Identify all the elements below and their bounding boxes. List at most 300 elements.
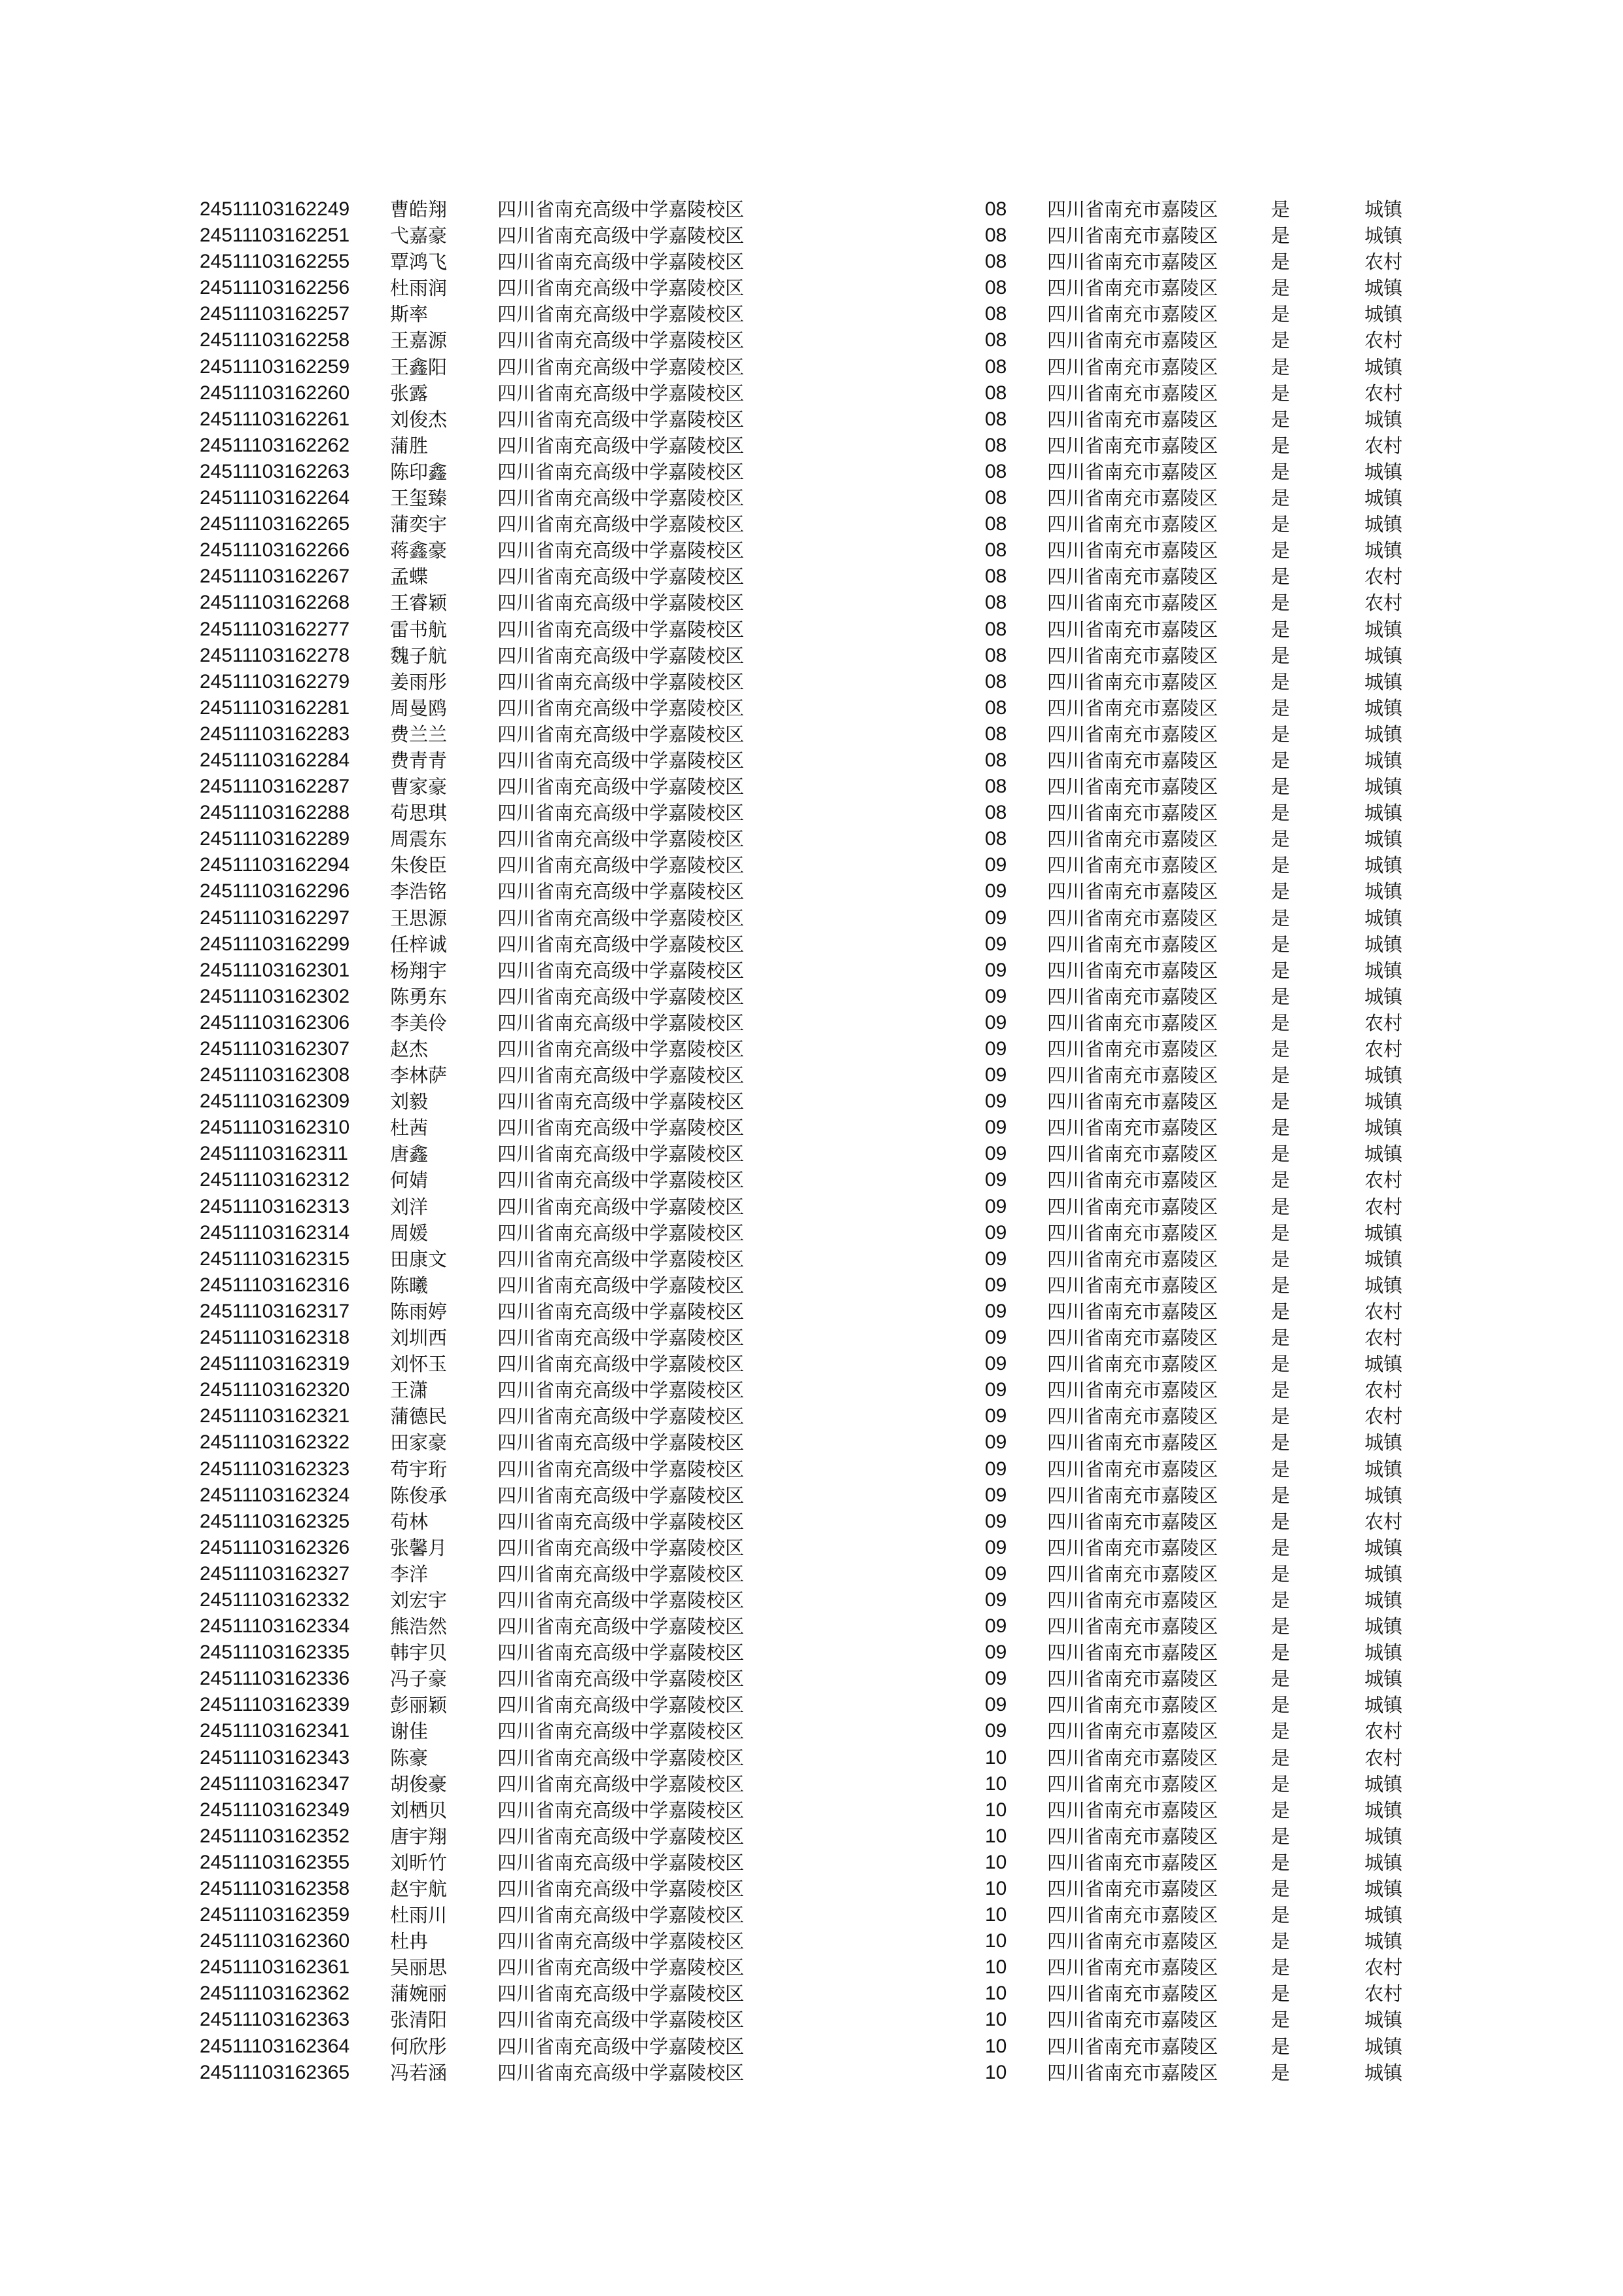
student-name: 苟思琪 [390,802,448,825]
student-id: 24511103162262 [200,434,350,456]
student-name: 杜雨润 [390,277,448,300]
student-id: 24511103162310 [200,1117,350,1139]
class-number: 09 [985,985,1007,1007]
household-address: 四川省南充市嘉陵区 [1047,434,1219,457]
student-name: 赵杰 [390,1038,429,1060]
table-row [0,721,1623,747]
school-name: 四川省南充高级中学嘉陵校区 [497,303,745,326]
household-address: 四川省南充市嘉陵区 [1047,1117,1219,1139]
student-id: 24511103162297 [200,906,350,929]
table-row [0,2034,1623,2060]
household-type: 农村 [1364,1746,1403,1769]
table-row [0,590,1623,616]
student-table [0,196,1623,2086]
eligibility-flag: 是 [1271,1825,1291,1848]
class-number: 09 [985,1195,1007,1217]
table-row [0,1797,1623,1823]
household-type: 城镇 [1364,487,1403,510]
eligibility-flag: 是 [1271,1327,1291,1350]
household-address: 四川省南充市嘉陵区 [1047,1746,1219,1769]
household-type: 城镇 [1364,2009,1403,2032]
school-name: 四川省南充高级中学嘉陵校区 [497,2009,745,2032]
student-name: 谢佳 [390,1720,429,1743]
household-address: 四川省南充市嘉陵区 [1047,1169,1219,1192]
student-id: 24511103162314 [200,1221,350,1244]
table-row [0,485,1623,511]
household-type: 农村 [1364,1956,1403,1979]
household-type: 城镇 [1364,828,1403,851]
school-name: 四川省南充高级中学嘉陵校区 [497,1825,745,1848]
household-type: 城镇 [1364,460,1403,483]
student-id: 24511103162318 [200,1327,350,1349]
class-number: 10 [985,1746,1007,1768]
school-name: 四川省南充高级中学嘉陵校区 [497,198,745,221]
table-row [0,1981,1623,2007]
student-id: 24511103162302 [200,985,350,1007]
school-name: 四川省南充高级中学嘉陵校区 [497,355,745,378]
school-name: 四川省南充高级中学嘉陵校区 [497,1851,745,1874]
eligibility-flag: 是 [1271,2009,1291,2032]
household-address: 四川省南充市嘉陵区 [1047,1536,1219,1559]
household-type: 城镇 [1364,1641,1403,1664]
household-type: 城镇 [1364,1143,1403,1166]
household-type: 农村 [1364,1379,1403,1402]
table-row [0,1403,1623,1429]
student-id: 24511103162336 [200,1668,350,1690]
student-id: 24511103162267 [200,565,350,588]
student-name: 彭丽颖 [390,1694,448,1717]
class-number: 10 [985,1851,1007,1873]
table-row [0,1377,1623,1403]
household-address: 四川省南充市嘉陵区 [1047,382,1219,404]
household-type: 农村 [1364,1327,1403,1350]
household-address: 四川省南充市嘉陵区 [1047,224,1219,247]
household-address: 四川省南充市嘉陵区 [1047,933,1219,956]
eligibility-flag: 是 [1271,618,1291,641]
school-name: 四川省南充高级中学嘉陵校区 [497,487,745,510]
class-number: 10 [985,2061,1007,2083]
household-address: 四川省南充市嘉陵区 [1047,1982,1219,2005]
household-address: 四川省南充市嘉陵区 [1047,198,1219,221]
student-name: 熊浩然 [390,1615,448,1638]
eligibility-flag: 是 [1271,1536,1291,1559]
household-address: 四川省南充市嘉陵区 [1047,1668,1219,1691]
class-number: 10 [985,2009,1007,2031]
class-number: 08 [985,329,1007,351]
household-address: 四川省南充市嘉陵区 [1047,1510,1219,1533]
table-row [0,564,1623,590]
table-row [0,327,1623,353]
eligibility-flag: 是 [1271,1562,1291,1585]
student-id: 24511103162343 [200,1746,350,1768]
table-row [0,643,1623,669]
school-name: 四川省南充高级中学嘉陵校区 [497,1379,745,1402]
household-type: 城镇 [1364,224,1403,247]
household-type: 城镇 [1364,933,1403,956]
student-id: 24511103162296 [200,880,350,903]
table-row [0,1823,1623,1850]
student-id: 24511103162299 [200,933,350,955]
student-name: 王鑫阳 [390,355,448,378]
student-name: 周曼鸥 [390,696,448,719]
student-name: 唐鑫 [390,1143,429,1166]
class-number: 08 [985,644,1007,666]
household-address: 四川省南充市嘉陵区 [1047,1694,1219,1717]
table-row [0,1141,1623,1167]
eligibility-flag: 是 [1271,854,1291,877]
student-id: 24511103162261 [200,408,350,430]
student-name: 王嘉源 [390,329,448,352]
household-type: 城镇 [1364,408,1403,431]
household-type: 城镇 [1364,1221,1403,1244]
student-id: 24511103162266 [200,539,350,562]
class-number: 08 [985,460,1007,482]
eligibility-flag: 是 [1271,1694,1291,1717]
class-number: 09 [985,1064,1007,1086]
table-row [0,1902,1623,1928]
household-address: 四川省南充市嘉陵区 [1047,1143,1219,1166]
eligibility-flag: 是 [1271,460,1291,483]
eligibility-flag: 是 [1271,1247,1291,1270]
household-type: 农村 [1364,329,1403,352]
school-name: 四川省南充高级中学嘉陵校区 [497,1982,745,2005]
household-address: 四川省南充市嘉陵区 [1047,1090,1219,1113]
school-name: 四川省南充高级中学嘉陵校区 [497,1878,745,1900]
class-number: 08 [985,303,1007,325]
household-address: 四川省南充市嘉陵区 [1047,1458,1219,1480]
table-row [0,1088,1623,1115]
table-row [0,1745,1623,1771]
class-number: 08 [985,408,1007,430]
student-id: 24511103162287 [200,776,350,798]
household-type: 城镇 [1364,2061,1403,2084]
school-name: 四川省南充高级中学嘉陵校区 [497,1038,745,1060]
eligibility-flag: 是 [1271,224,1291,247]
student-name: 陈印鑫 [390,460,448,483]
household-address: 四川省南充市嘉陵区 [1047,1274,1219,1297]
household-address: 四川省南充市嘉陵区 [1047,1353,1219,1376]
household-type: 城镇 [1364,539,1403,562]
table-row [0,1928,1623,1954]
table-row [0,617,1623,643]
household-address: 四川省南充市嘉陵区 [1047,1221,1219,1244]
school-name: 四川省南充高级中学嘉陵校区 [497,1641,745,1664]
class-number: 08 [985,382,1007,404]
household-type: 城镇 [1364,513,1403,536]
eligibility-flag: 是 [1271,1982,1291,2005]
student-name: 费兰兰 [390,723,448,745]
eligibility-flag: 是 [1271,1878,1291,1900]
eligibility-flag: 是 [1271,906,1291,929]
class-number: 08 [985,513,1007,535]
table-row [0,537,1623,564]
student-id: 24511103162341 [200,1720,350,1742]
eligibility-flag: 是 [1271,408,1291,431]
household-address: 四川省南充市嘉陵区 [1047,670,1219,693]
student-name: 刘圳西 [390,1327,448,1350]
student-name: 杜茜 [390,1117,429,1139]
household-type: 农村 [1364,251,1403,274]
class-number: 09 [985,1668,1007,1690]
school-name: 四川省南充高级中学嘉陵校区 [497,1327,745,1350]
school-name: 四川省南充高级中学嘉陵校区 [497,592,745,615]
table-row [0,459,1623,485]
school-name: 四川省南充高级中学嘉陵校区 [497,749,745,772]
eligibility-flag: 是 [1271,513,1291,536]
school-name: 四川省南充高级中学嘉陵校区 [497,277,745,300]
eligibility-flag: 是 [1271,1274,1291,1297]
household-address: 四川省南充市嘉陵区 [1047,1641,1219,1664]
class-number: 09 [985,1379,1007,1401]
student-id: 24511103162313 [200,1195,350,1217]
student-name: 李美伶 [390,1011,448,1034]
household-address: 四川省南充市嘉陵区 [1047,1195,1219,1218]
student-name: 刘洋 [390,1195,429,1218]
table-row [0,800,1623,826]
household-address: 四川省南充市嘉陵区 [1047,513,1219,536]
eligibility-flag: 是 [1271,933,1291,956]
class-number: 10 [985,1982,1007,2005]
table-row [0,1561,1623,1587]
student-name: 陈勇东 [390,985,448,1008]
class-number: 09 [985,1588,1007,1611]
class-number: 08 [985,198,1007,220]
class-number: 08 [985,539,1007,562]
student-id: 24511103162362 [200,1982,350,2005]
student-id: 24511103162347 [200,1772,350,1795]
table-row [0,1036,1623,1062]
household-type: 农村 [1364,1982,1403,2005]
eligibility-flag: 是 [1271,776,1291,798]
school-name: 四川省南充高级中学嘉陵校区 [497,1615,745,1638]
eligibility-flag: 是 [1271,277,1291,300]
household-type: 城镇 [1364,802,1403,825]
household-address: 四川省南充市嘉陵区 [1047,408,1219,431]
student-name: 费青青 [390,749,448,772]
class-number: 08 [985,224,1007,247]
student-name: 刘宏宇 [390,1588,448,1611]
class-number: 09 [985,959,1007,981]
table-row [0,1272,1623,1299]
class-number: 09 [985,1143,1007,1165]
table-row [0,1194,1623,1220]
table-row [0,1062,1623,1088]
household-address: 四川省南充市嘉陵区 [1047,303,1219,326]
eligibility-flag: 是 [1271,487,1291,510]
class-number: 10 [985,1904,1007,1926]
student-name: 曹家豪 [390,776,448,798]
student-id: 24511103162359 [200,1904,350,1926]
household-address: 四川省南充市嘉陵区 [1047,959,1219,982]
student-name: 胡俊豪 [390,1772,448,1795]
class-number: 09 [985,1562,1007,1585]
school-name: 四川省南充高级中学嘉陵校区 [497,513,745,536]
student-id: 24511103162322 [200,1431,350,1454]
student-id: 24511103162301 [200,959,350,981]
eligibility-flag: 是 [1271,1195,1291,1218]
household-type: 城镇 [1364,1090,1403,1113]
class-number: 10 [985,1956,1007,1979]
school-name: 四川省南充高级中学嘉陵校区 [497,1588,745,1611]
student-id: 24511103162311 [200,1143,348,1165]
student-id: 24511103162309 [200,1090,350,1113]
household-address: 四川省南充市嘉陵区 [1047,723,1219,745]
student-name: 张清阳 [390,2009,448,2032]
eligibility-flag: 是 [1271,2061,1291,2084]
table-row [0,878,1623,905]
household-type: 农村 [1364,1300,1403,1323]
school-name: 四川省南充高级中学嘉陵校区 [497,985,745,1008]
student-id: 24511103162279 [200,670,350,692]
school-name: 四川省南充高级中学嘉陵校区 [497,1720,745,1743]
household-type: 城镇 [1364,1274,1403,1297]
school-name: 四川省南充高级中学嘉陵校区 [497,1458,745,1480]
household-type: 城镇 [1364,277,1403,300]
school-name: 四川省南充高级中学嘉陵校区 [497,1536,745,1559]
household-address: 四川省南充市嘉陵区 [1047,1772,1219,1795]
student-name: 刘毅 [390,1090,429,1113]
household-type: 城镇 [1364,670,1403,693]
table-row [0,1167,1623,1193]
student-name: 陈雨婷 [390,1300,448,1323]
school-name: 四川省南充高级中学嘉陵校区 [497,460,745,483]
student-name: 刘栖贝 [390,1799,448,1821]
eligibility-flag: 是 [1271,1458,1291,1480]
student-name: 任梓诚 [390,933,448,956]
class-number: 08 [985,251,1007,273]
school-name: 四川省南充高级中学嘉陵校区 [497,880,745,903]
eligibility-flag: 是 [1271,1484,1291,1507]
class-number: 09 [985,933,1007,955]
household-type: 城镇 [1364,723,1403,745]
eligibility-flag: 是 [1271,985,1291,1008]
eligibility-flag: 是 [1271,1038,1291,1060]
eligibility-flag: 是 [1271,355,1291,378]
eligibility-flag: 是 [1271,1169,1291,1192]
student-id: 24511103162332 [200,1588,350,1611]
eligibility-flag: 是 [1271,251,1291,274]
eligibility-flag: 是 [1271,565,1291,588]
student-id: 24511103162294 [200,854,350,876]
student-name: 周媛 [390,1221,429,1244]
household-address: 四川省南充市嘉陵区 [1047,1588,1219,1611]
class-number: 09 [985,1038,1007,1060]
household-type: 城镇 [1364,1851,1403,1874]
household-address: 四川省南充市嘉陵区 [1047,618,1219,641]
student-name: 冯子豪 [390,1668,448,1691]
student-id: 24511103162288 [200,802,350,824]
household-address: 四川省南充市嘉陵区 [1047,1904,1219,1927]
class-number: 10 [985,1878,1007,1899]
eligibility-flag: 是 [1271,1772,1291,1795]
school-name: 四川省南充高级中学嘉陵校区 [497,1247,745,1270]
household-address: 四川省南充市嘉陵区 [1047,1799,1219,1821]
school-name: 四川省南充高级中学嘉陵校区 [497,1510,745,1533]
class-number: 08 [985,802,1007,824]
eligibility-flag: 是 [1271,959,1291,982]
table-row [0,275,1623,301]
table-row [0,301,1623,327]
eligibility-flag: 是 [1271,1011,1291,1034]
student-id: 24511103162257 [200,303,350,325]
household-address: 四川省南充市嘉陵区 [1047,854,1219,877]
household-address: 四川省南充市嘉陵区 [1047,1956,1219,1979]
student-name: 蒲婉丽 [390,1982,448,2005]
eligibility-flag: 是 [1271,1720,1291,1743]
household-type: 城镇 [1364,1825,1403,1848]
table-row [0,1509,1623,1535]
student-name: 苟林 [390,1510,429,1533]
class-number: 09 [985,1720,1007,1742]
class-number: 10 [985,1825,1007,1847]
eligibility-flag: 是 [1271,1117,1291,1139]
school-name: 四川省南充高级中学嘉陵校区 [497,1274,745,1297]
student-id: 24511103162352 [200,1825,350,1847]
student-name: 刘俊杰 [390,408,448,431]
household-address: 四川省南充市嘉陵区 [1047,251,1219,274]
student-id: 24511103162317 [200,1300,350,1322]
household-address: 四川省南充市嘉陵区 [1047,487,1219,510]
household-type: 城镇 [1364,1064,1403,1087]
class-number: 09 [985,1615,1007,1638]
table-row [0,1010,1623,1036]
student-name: 王睿颖 [390,592,448,615]
eligibility-flag: 是 [1271,1064,1291,1087]
class-number: 09 [985,1510,1007,1532]
household-type: 农村 [1364,434,1403,457]
household-type: 农村 [1364,1169,1403,1192]
class-number: 08 [985,434,1007,456]
school-name: 四川省南充高级中学嘉陵校区 [497,1799,745,1821]
school-name: 四川省南充高级中学嘉陵校区 [497,1484,745,1507]
student-name: 何欣彤 [390,2035,448,2058]
student-name: 蒲德民 [390,1405,448,1428]
school-name: 四川省南充高级中学嘉陵校区 [497,1117,745,1139]
eligibility-flag: 是 [1271,303,1291,326]
household-type: 城镇 [1364,1930,1403,1953]
class-number: 09 [985,1221,1007,1244]
table-row [0,511,1623,537]
student-id: 24511103162265 [200,513,350,535]
class-number: 09 [985,1353,1007,1375]
student-id: 24511103162268 [200,592,350,614]
household-address: 四川省南充市嘉陵区 [1047,1327,1219,1350]
class-number: 08 [985,355,1007,378]
household-type: 城镇 [1364,303,1403,326]
table-row [0,1850,1623,1876]
table-row [0,1640,1623,1666]
class-number: 09 [985,1484,1007,1506]
household-address: 四川省南充市嘉陵区 [1047,592,1219,615]
student-name: 赵宇航 [390,1878,448,1900]
school-name: 四川省南充高级中学嘉陵校区 [497,1090,745,1113]
school-name: 四川省南充高级中学嘉陵校区 [497,1956,745,1979]
eligibility-flag: 是 [1271,644,1291,667]
student-id: 24511103162321 [200,1405,350,1427]
student-id: 24511103162316 [200,1274,350,1296]
table-row [0,380,1623,406]
eligibility-flag: 是 [1271,880,1291,903]
table-row [0,958,1623,984]
school-name: 四川省南充高级中学嘉陵校区 [497,1772,745,1795]
household-address: 四川省南充市嘉陵区 [1047,277,1219,300]
school-name: 四川省南充高级中学嘉陵校区 [497,1405,745,1428]
table-row [0,931,1623,958]
table-row [0,406,1623,433]
student-name: 姜雨彤 [390,670,448,693]
table-row [0,1876,1623,1902]
school-name: 四川省南充高级中学嘉陵校区 [497,1195,745,1218]
